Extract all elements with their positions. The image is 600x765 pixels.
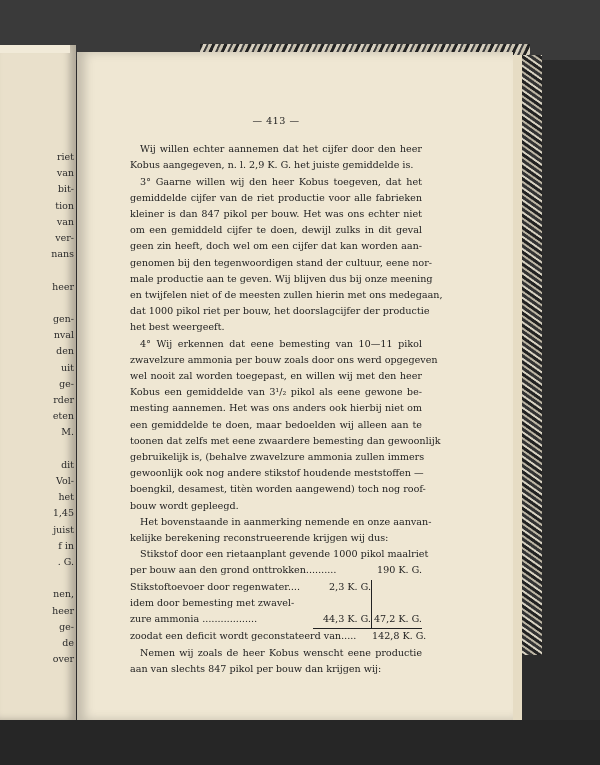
- scanner-background-bottom: [0, 720, 600, 765]
- table-row: [130, 563, 422, 579]
- left-page-line: uit: [61, 362, 74, 374]
- text-line: bouw wordt gepleegd.: [130, 500, 239, 512]
- left-page-line: bit-: [57, 184, 74, 196]
- text-line: kelijke berekening reconstrueerende krijgen wij dus:: [130, 533, 389, 545]
- right-page: [77, 52, 513, 720]
- text-line: zwavelzure ammonia per bouw zoals door ons werd opgegeven: [130, 354, 438, 366]
- marbled-cover-right: [520, 55, 542, 655]
- row-total: 142,8 K. G.: [372, 631, 427, 643]
- text-line: Het bovenstaande in aanmerking nemende en onze aanvan-: [140, 516, 432, 528]
- left-page-line: Vol-: [56, 476, 74, 488]
- text-line: wel nooit zal worden toegepast, en willen wij met den heer: [130, 371, 422, 383]
- left-page-line: rder: [53, 395, 74, 407]
- left-page: [0, 45, 76, 720]
- row-description: Stikstoftoevoer door regenwater....: [130, 581, 301, 593]
- text-line: boengkil, desamest, titèn worden aangewend) toch nog roof-: [130, 484, 426, 496]
- text-line: mesting aannemen. Het was ons anders ook hierbij niet om: [130, 403, 422, 415]
- row-subtotal: [336, 563, 377, 579]
- left-page-line: [2, 263, 74, 279]
- left-page-line: nval: [53, 330, 74, 342]
- left-page-line: nen,: [53, 589, 74, 601]
- left-page-line: heer: [52, 281, 74, 293]
- closing-paragraph: [130, 646, 422, 678]
- text-line: gemiddelde cijfer van de riet productie voor alle fabrieken: [130, 192, 422, 204]
- table-row: [130, 612, 422, 629]
- left-page-line: van: [56, 168, 74, 180]
- left-page-line: f in: [58, 540, 74, 552]
- text-line: om een gemiddeld cijfer te doen, dewijl zulks in dit geval: [130, 225, 422, 237]
- row-subtotal: 44,3 K. G.: [313, 612, 372, 629]
- text-line: een gemiddelde te doen, maar bedoelden wij alleen aan te: [130, 419, 422, 431]
- page-text: [130, 114, 443, 678]
- left-page-line: tion: [55, 200, 74, 212]
- text-line: kleiner is dan 847 pikol per bouw. Het was ons echter niet: [130, 209, 422, 221]
- page-number: — 413 —: [252, 116, 300, 127]
- left-page-line: het: [58, 492, 74, 504]
- row-description: per bouw aan den grond onttrokken..........: [130, 565, 337, 577]
- table-row: [130, 580, 422, 596]
- text-line: male productie aan te geven. Wij blijven dus bij onze meening: [130, 273, 433, 285]
- text-line: genomen bij den tegenwoordigen stand der cultuur, eene nor-: [130, 257, 433, 269]
- left-page-line: ver-: [55, 233, 74, 245]
- left-page-line: [2, 296, 74, 312]
- left-page-line: juist: [53, 524, 74, 536]
- text-line: gewoonlijk ook nog andere stikstof houdende meststoffen —: [130, 468, 424, 480]
- left-page-line: ge-: [59, 378, 74, 390]
- left-page-line: eten: [52, 411, 74, 423]
- left-page-line: ge-: [59, 621, 74, 633]
- text-line: Wij willen echter aannemen dat het cijfer door den heer: [140, 144, 422, 156]
- row-total: [372, 596, 422, 612]
- text-line: Stikstof door een rietaanplant gevende 1000 pikol maalriet: [140, 549, 429, 561]
- left-page-line: dit: [61, 459, 74, 471]
- calculation-table: [130, 563, 427, 645]
- left-page-line: nans: [51, 249, 74, 261]
- table-row: [130, 596, 422, 612]
- left-page-line: de: [62, 638, 74, 650]
- left-page-line: den: [56, 346, 74, 358]
- row-subtotal: [313, 596, 372, 612]
- text-line: dat 1000 pikol riet per bouw, het doorslagcijfer der productie: [130, 306, 430, 318]
- row-subtotal: 2,3 K. G.: [313, 580, 372, 596]
- text-line: het best weergeeft.: [130, 322, 225, 334]
- text-line: geen zin heeft, doch wel om een cijfer dat kan worden aan-: [130, 241, 422, 253]
- table-row: [130, 629, 427, 645]
- body-paragraphs: [130, 142, 443, 563]
- left-page-line: M.: [61, 427, 74, 439]
- text-line: Kobus aangegeven, n. l. 2,9 K. G. het juiste gemiddelde is.: [130, 160, 414, 172]
- left-page-line: gen-: [52, 314, 74, 325]
- row-description: zoodat een deficit wordt geconstateerd van.....: [130, 631, 357, 643]
- row-total: 190 K. G.: [377, 565, 422, 577]
- left-page-line: riet: [56, 152, 74, 163]
- text-line: 4° Wij erkennen dat eene bemesting van 10—11 pikol: [140, 338, 422, 350]
- left-page-line: 1,45: [52, 508, 74, 520]
- text-line: 3° Gaarne willen wij den heer Kobus toegeven, dat het: [140, 176, 422, 188]
- left-page-line: . G.: [57, 557, 74, 569]
- left-page-line: [2, 571, 74, 587]
- row-total: 47,2 K. G.: [372, 612, 422, 629]
- row-subtotal: [356, 629, 372, 645]
- left-page-text: [2, 150, 74, 668]
- left-page-line: heer: [52, 605, 74, 617]
- left-page-line: over: [52, 654, 74, 666]
- row-total: [372, 580, 422, 596]
- row-description: idem door bemesting met zwavel-: [130, 597, 295, 609]
- left-page-edge: [0, 45, 70, 53]
- text-line: en twijfelen niet of de meesten zullen hierin met ons medegaan,: [130, 290, 443, 302]
- left-page-line: van: [56, 216, 74, 228]
- left-page-line: [2, 442, 74, 458]
- text-line: Kobus een gemiddelde van 3¹/₂ pikol als eene gewone be-: [130, 387, 422, 399]
- text-line: toonen dat zelfs met eene zwaardere bemesting dan gewoonlijk: [130, 435, 441, 447]
- text-line: Nemen wij zoals de heer Kobus wenscht eene productie: [140, 647, 422, 659]
- row-description: zure ammonia ..................: [130, 614, 258, 626]
- text-line: aan van slechts 847 pikol per bouw dan krijgen wij:: [130, 663, 382, 675]
- text-line: gebruikelijk is, (behalve zwavelzure ammonia zullen immers: [130, 452, 425, 464]
